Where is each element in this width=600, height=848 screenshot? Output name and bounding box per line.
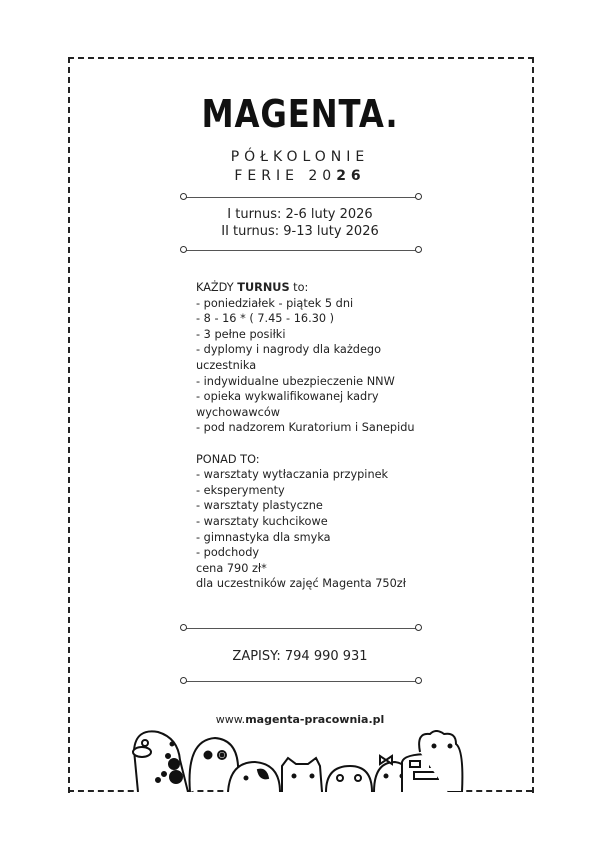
- extra-heading: PONAD TO:: [196, 452, 260, 466]
- price-members: dla uczestników zajęć Magenta 750zł: [196, 577, 406, 591]
- divider: [180, 246, 422, 254]
- price: cena 790 zł*: [196, 561, 267, 575]
- list-item: - dyplomy i nagrody dla każdego: [196, 343, 381, 357]
- season-year-bold: 26: [336, 168, 366, 184]
- each-heading: KAŻDY TURNUS to:: [196, 281, 309, 294]
- divider: [180, 677, 422, 685]
- list-item: - warsztaty wytłaczania przypinek: [196, 468, 389, 482]
- divider: [180, 624, 422, 632]
- list-item: uczestnika: [196, 358, 257, 372]
- list-item: - warsztaty plastyczne: [196, 499, 323, 513]
- list-item: - 8 - 16 * ( 7.45 - 16.30 ): [196, 312, 335, 326]
- list-item: - eksperymenty: [196, 483, 285, 497]
- list-item: - gimnastyka dla smyka: [196, 530, 331, 544]
- monsters-illustration: [130, 730, 480, 792]
- turnus-2: II turnus: 9-13 luty 2026: [221, 224, 379, 239]
- program-list: [196, 280, 415, 592]
- list-item: - warsztaty kuchcikowe: [196, 514, 328, 528]
- signup-phone: ZAPISY: 794 990 931: [232, 649, 368, 664]
- logo: MAGENTA.: [201, 92, 399, 136]
- list-item: - opieka wykwalifikowanej kadry: [196, 390, 379, 404]
- list-item: - indywidualne ubezpieczenie NNW: [196, 374, 395, 388]
- subtitle: PÓŁKOLONIE: [230, 149, 370, 165]
- divider: [180, 193, 422, 201]
- season-title: [0, 168, 600, 184]
- season-text: FERIE 20: [234, 168, 337, 184]
- list-item: - pod nadzorem Kuratorium i Sanepidu: [196, 421, 415, 435]
- turnus-1: I turnus: 2-6 luty 2026: [227, 207, 373, 222]
- list-item: - podchody: [196, 546, 260, 560]
- list-item: wychowawców: [196, 405, 280, 419]
- list-item: - poniedziałek - piątek 5 dni: [196, 296, 354, 310]
- website-link[interactable]: www.magenta-pracownia.pl: [215, 713, 385, 726]
- list-item: - 3 pełne posiłki: [196, 327, 286, 341]
